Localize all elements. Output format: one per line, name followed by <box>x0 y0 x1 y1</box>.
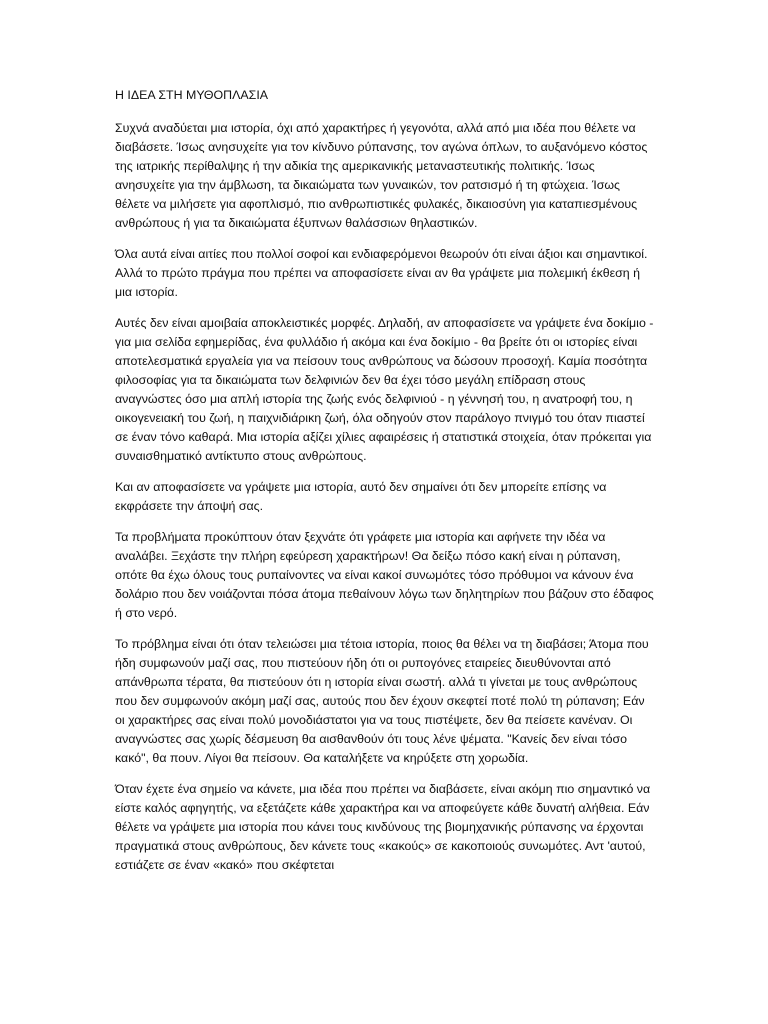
paragraph: Αυτές δεν είναι αμοιβαία αποκλειστικές μορφές. Δηλαδή, αν αποφασίσετε να γράψετε ένα δοκίμιο - για μια σελίδα εφημερίδας, ένα φυλλάδιο ή ακόμα και ένα δοκίμιο - θα βρείτε ότι οι ιστορίες είναι αποτελεσματικά εργαλεία για να πείσουν τους ανθρώπους να δώσουν προσοχή. Καμία ποσότητα φιλοσοφίας για τα δικαιώματα των δελφινιών δεν θα έχει τόσο μεγάλη επίδραση στους αναγνώστες όσο μια απλή ιστορία της ζωής ενός δελφινιού - η γέννησή του, η ανατροφή του, η οικογενειακή του ζωή, η παιχνιδιάρικη ζωή, όλα οδηγούν στον παράλογο πνιγμό του όταν πιαστεί σε έναν τόνο καθαρά. Μια ιστορία αξίζει χίλιες αφαιρέσεις ή στατιστικά στοιχεία, όταν πρόκειται για συναισθηματικό αντίκτυπο στους ανθρώπους. <box>115 316 654 463</box>
document-title: Η ΙΔΕΑ ΣΤΗ ΜΥΘΟΠΛΑΣΙΑ <box>115 88 269 102</box>
paragraph: Το πρόβλημα είναι ότι όταν τελειώσει μια τέτοια ιστορία, ποιος θα θέλει να τη διαβάσει; Άτομα που ήδη συμφωνούν μαζί σας, που πιστεύουν ήδη ότι οι ρυπογόνες εταιρείες διευθύνονται από απάνθρωπα τέρατα, θα πιστεύουν ότι η ιστορία είναι σωστή. αλλά τι γίνεται με τους ανθρώπους που δεν συμφωνούν ακόμη μαζί σας, αυτούς που δεν έχουν σκεφτεί ποτέ πολύ τη ρύπανση; Εάν οι χαρακτήρες σας είναι πολύ μονοδιάστατοι για να τους πιστέψετε, δεν θα πείσετε κανέναν. Οι αναγνώστες σας χωρίς δέσμευση θα αισθανθούν ότι τους λένε ψέματα. "Κανείς δεν είναι τόσο κακό", θα πουν. Λίγοι θα πείσουν. Θα καταλήξετε να κηρύξετε στη χορωδία. <box>115 637 649 765</box>
document-body <box>115 86 655 887</box>
paragraph: Και αν αποφασίσετε να γράψετε μια ιστορία, αυτό δεν σημαίνει ότι δεν μπορείτε επίσης να εκφράσετε την άποψή σας. <box>115 480 607 513</box>
paragraph: Συχνά αναδύεται μια ιστορία, όχι από χαρακτήρες ή γεγονότα, αλλά από μια ιδέα που θέλετε να διαβάσετε. Ίσως ανησυχείτε για τον κίνδυνο ρύπανσης, τον αγώνα όπλων, το αυξανόμενο κόστος της ιατρικής περίθαλψης ή την αδικία της αμερικανικής μεταναστευτικής πολιτικής. Ίσως ανησυχείτε για την άμβλωση, τα δικαιώματα των γυναικών, τον ρατσισμό ή τη φτώχεια. Ίσως θέλετε να μιλήσετε για αφοπλισμό, πιο ανθρωπιστικές φυλακές, δικαιοσύνη για καταπιεσμένους ανθρώπους ή για τα δικαιώματα έξυπνων θαλάσσιων θηλαστικών. <box>115 121 648 230</box>
paragraph: Όταν έχετε ένα σημείο να κάνετε, μια ιδέα που πρέπει να διαβάσετε, είναι ακόμη πιο σημαντικό να είστε καλός αφηγητής, να εξετάζετε κάθε χαρακτήρα και να αποφεύγετε κάθε δυνατή αλήθεια. Εάν θέλετε να γράψετε μια ιστορία που κάνει τους κινδύνους της βιομηχανικής ρύπανσης να έρχονται πραγματικά στους ανθρώπους, δεν κάνετε τους «κακούς» σε κακοποιούς συνωμότες. Αντ 'αυτού, εστιάζετε σε έναν «κακό» που σκέφτεται <box>115 782 651 872</box>
paragraph: Τα προβλήματα προκύπτουν όταν ξεχνάτε ότι γράφετε μια ιστορία και αφήνετε την ιδέα να αναλάβει. Ξεχάστε την πλήρη εφεύρεση χαρακτήρων! Θα δείξω πόσο κακή είναι η ρύπανση, οπότε θα έχω όλους τους ρυπαίνοντες να είναι κακοί συνωμότες τόσο πρόθυμοι να κάνουν ένα δολάριο που δεν νοιάζονται πόσα άτομα πεθαίνουν λόγω των δηλητηρίων που βάζουν στο έδαφος ή στο νερό. <box>115 530 654 620</box>
paragraph: Όλα αυτά είναι αιτίες που πολλοί σοφοί και ενδιαφερόμενοι θεωρούν ότι είναι άξιοι και σημαντικοί. Αλλά το πρώτο πράγμα που πρέπει να αποφασίσετε είναι αν θα γράψετε μια πολεμική έκθεση ή μια ιστορία. <box>115 247 648 299</box>
